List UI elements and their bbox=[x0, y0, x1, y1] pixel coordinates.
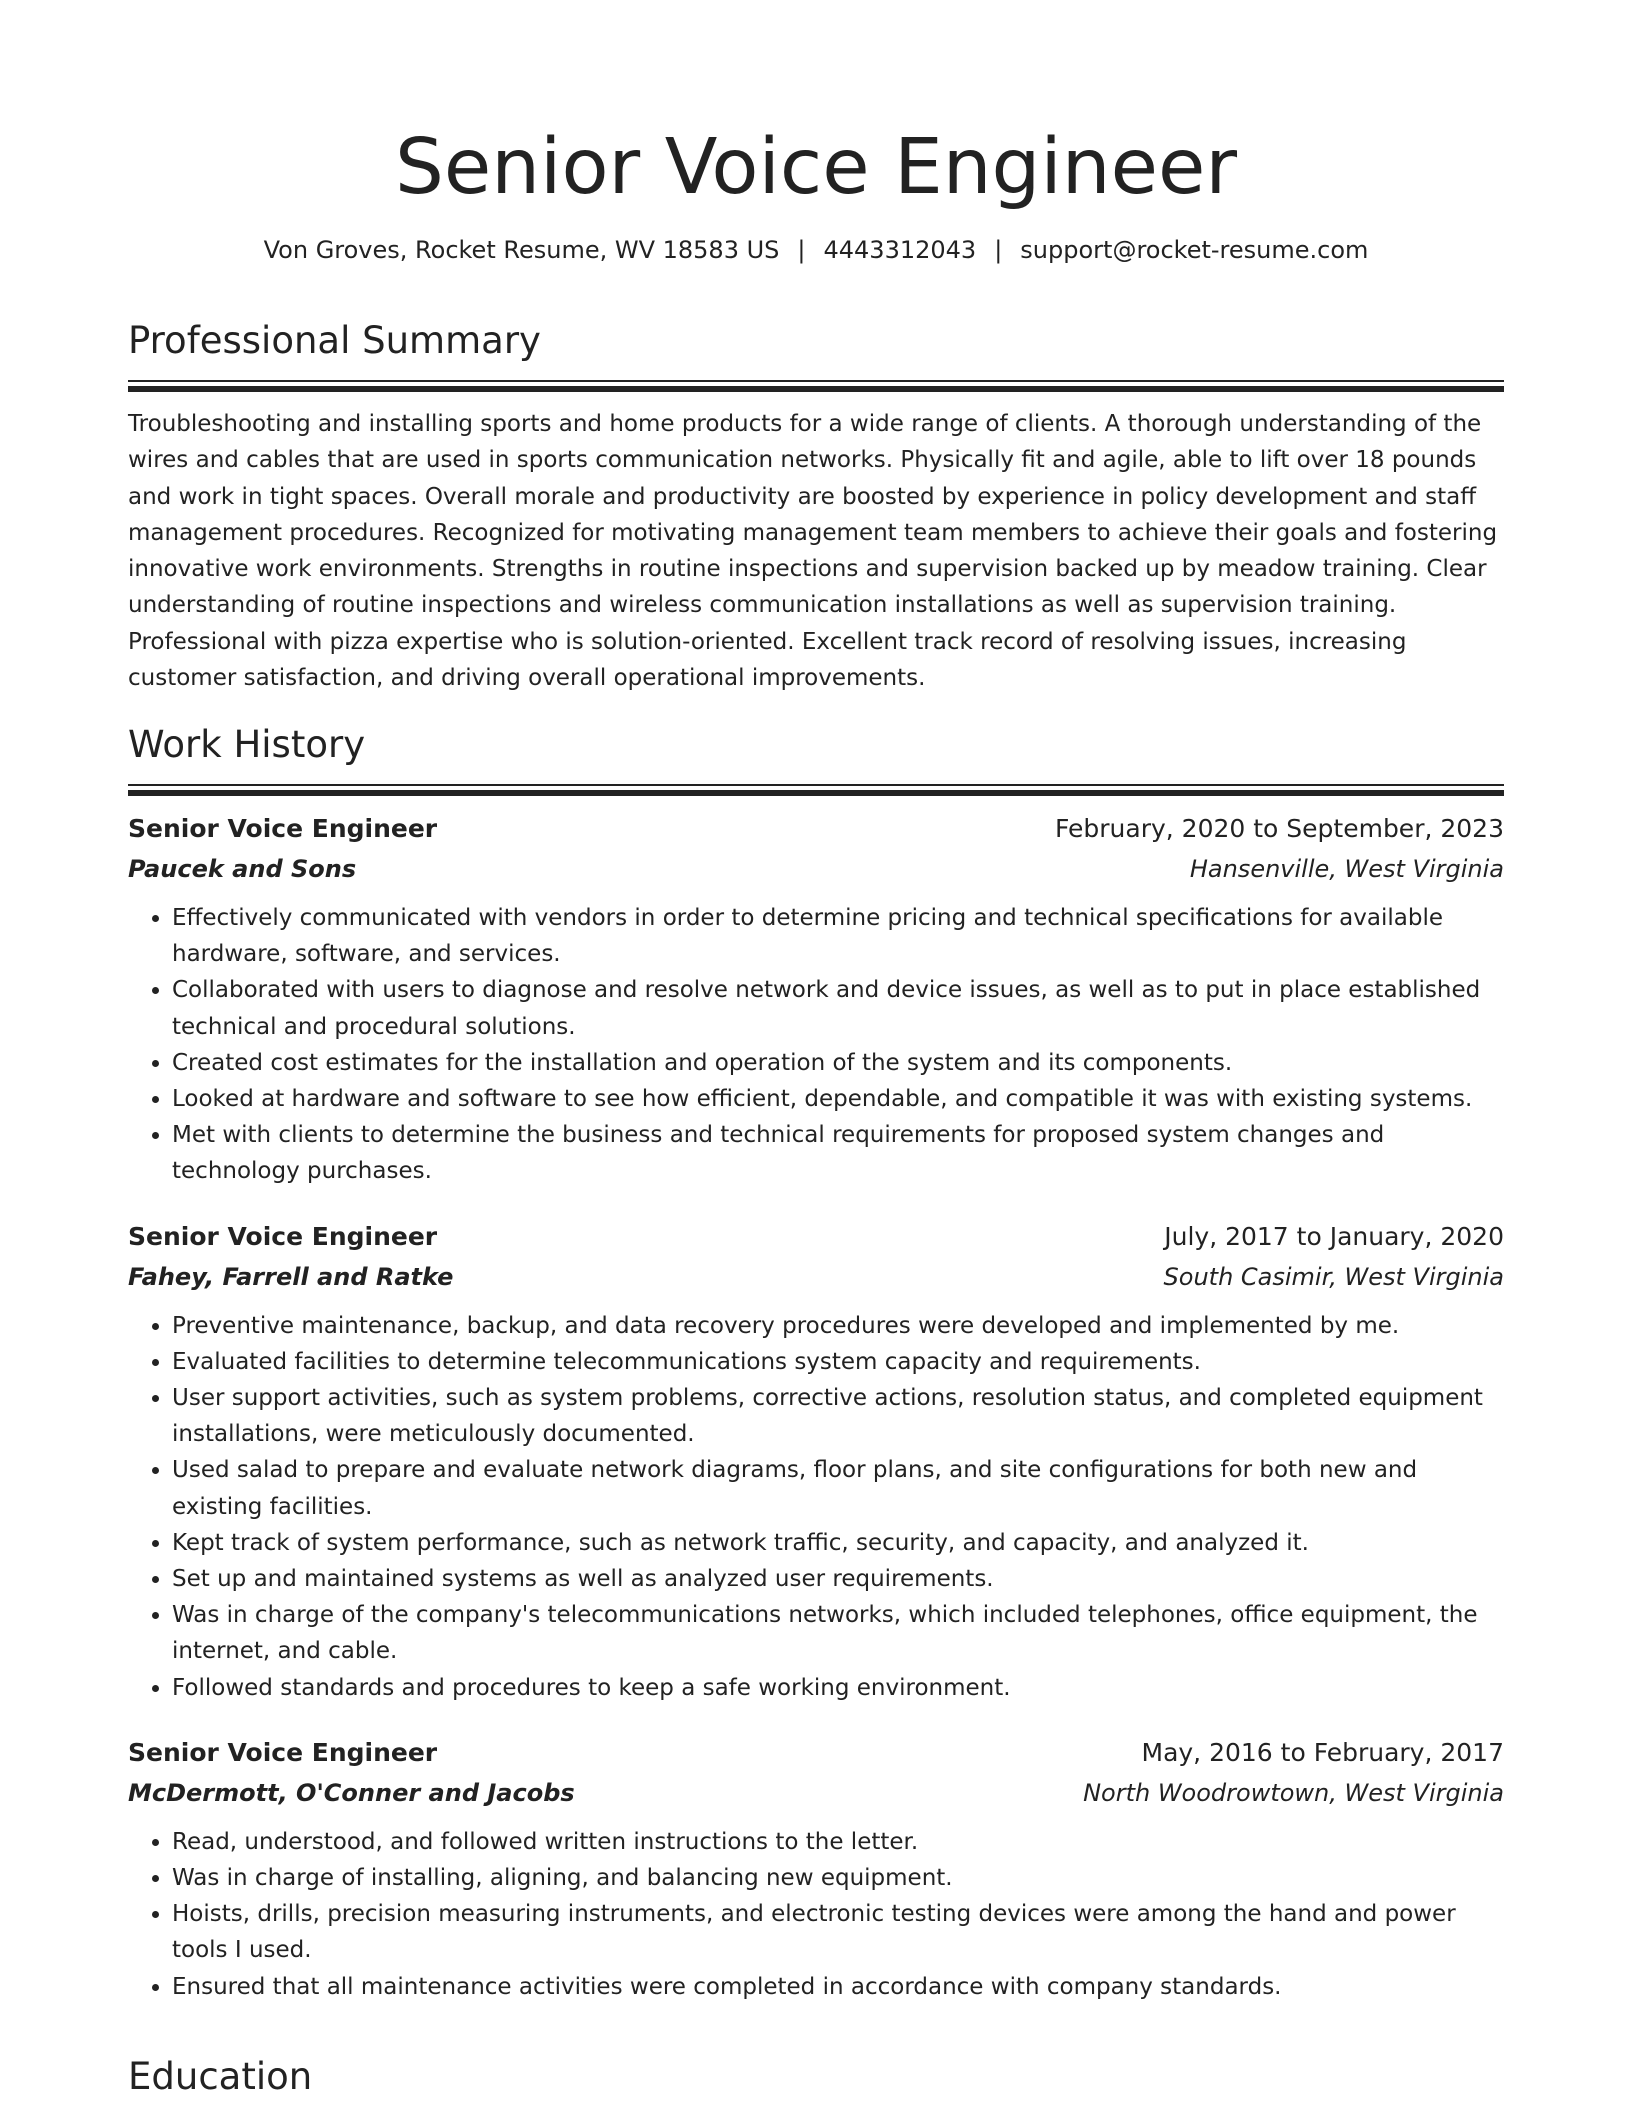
job-title: Senior Voice Engineer bbox=[128, 1737, 438, 1767]
duty-item: • Looked at hardware and software to see how efficient, dependable, and compatible it was with existing systems. bbox=[172, 1081, 1504, 1117]
duty-item: • Was in charge of the company's telecommunications networks, which included telephones, office equipment, the internet, and cable. bbox=[172, 1597, 1504, 1669]
section-heading-work-history: Work History bbox=[128, 723, 366, 766]
job-title: Senior Voice Engineer bbox=[128, 814, 438, 843]
contact-email: support@rocket-resume.com bbox=[1020, 236, 1369, 264]
contact-separator: | bbox=[994, 236, 1003, 264]
job-company: Paucek and Sons bbox=[128, 855, 357, 883]
summary-section bbox=[128, 318, 1504, 696]
duty-item: • Collaborated with users to diagnose and resolve network and device issues, as well as to put in place established technical and procedural solutions. bbox=[172, 972, 1504, 1044]
job-entry bbox=[128, 812, 1504, 1190]
duty-list bbox=[128, 1824, 1504, 2005]
duty-item: • Hoists, drills, precision measuring instruments, and electronic testing devices were among the hand and power tools I used. bbox=[172, 1896, 1504, 1968]
job-dates: May, 2016 to February, 2017 bbox=[1141, 1737, 1504, 1767]
duty-item: • Set up and maintained systems as well as analyzed user requirements. bbox=[172, 1561, 1504, 1597]
contact-address: Von Groves, Rocket Resume, WV 18583 US bbox=[263, 236, 780, 264]
section-heading-education: Education bbox=[128, 2055, 313, 2098]
job-company: Fahey, Farrell and Ratke bbox=[128, 1262, 454, 1291]
contact-phone: 4443312043 bbox=[823, 236, 977, 264]
section-divider bbox=[128, 380, 1504, 392]
job-company: McDermott, O'Conner and Jacobs bbox=[128, 1778, 575, 1807]
job-entry bbox=[128, 1736, 1504, 2005]
section-divider bbox=[128, 784, 1504, 796]
contact-line bbox=[128, 234, 1504, 266]
section-heading-summary: Professional Summary bbox=[128, 319, 541, 362]
duty-item: • Kept track of system performance, such as network traffic, security, and capacity, and analyzed it. bbox=[172, 1525, 1504, 1561]
duty-item: • Was in charge of installing, aligning, and balancing new equipment. bbox=[172, 1860, 1504, 1896]
contact-separator: | bbox=[797, 236, 806, 264]
job-location: North Woodrowtown, West Virginia bbox=[1083, 1778, 1504, 1807]
duty-item: • Used salad to prepare and evaluate network diagrams, floor plans, and site configurations for both new and existing facilities. bbox=[172, 1452, 1504, 1524]
job-location: Hansenville, West Virginia bbox=[1189, 855, 1504, 883]
duty-list bbox=[128, 900, 1504, 1190]
job-entry bbox=[128, 1220, 1504, 1706]
duty-item: • Ensured that all maintenance activities were completed in accordance with company standards. bbox=[172, 1969, 1504, 2005]
duty-item: • Followed standards and procedures to keep a safe working environment. bbox=[172, 1670, 1504, 1706]
resume-title: Senior Voice Engineer bbox=[395, 123, 1237, 212]
job-location: South Casimir, West Virginia bbox=[1163, 1262, 1504, 1291]
job-dates: February, 2020 to September, 2023 bbox=[1055, 814, 1504, 843]
work-history-section bbox=[128, 722, 1504, 2005]
duty-item: • Met with clients to determine the business and technical requirements for proposed system changes and technology purchases. bbox=[172, 1117, 1504, 1189]
duty-item: • Read, understood, and followed written instructions to the letter. bbox=[172, 1824, 1504, 1860]
duty-item: • Preventive maintenance, backup, and data recovery procedures were developed and implemented by me. bbox=[172, 1308, 1504, 1344]
duty-item: • Effectively communicated with vendors in order to determine pricing and technical specifications for available hardware, software, and services. bbox=[172, 900, 1504, 972]
resume-page bbox=[128, 0, 1504, 2098]
job-title: Senior Voice Engineer bbox=[128, 1221, 438, 1251]
duty-list bbox=[128, 1308, 1504, 1706]
duty-item: • User support activities, such as system problems, corrective actions, resolution status, and completed equipment installations, were meticulously documented. bbox=[172, 1380, 1504, 1452]
duty-item: • Created cost estimates for the installation and operation of the system and its components. bbox=[172, 1045, 1504, 1081]
education-section bbox=[128, 2054, 1504, 2100]
duty-item: • Evaluated facilities to determine telecommunications system capacity and requirements. bbox=[172, 1344, 1504, 1380]
job-dates: July, 2017 to January, 2020 bbox=[1164, 1221, 1504, 1251]
summary-text: Troubleshooting and installing sports and home products for a wide range of clients. A thorough understanding of the wires and cables that are used in sports communication networks. Physically fit and agile, able to lift over 18 pounds and work in tight spaces. Overall morale and productivity are boosted by experience in policy development and staff management procedures. Recognized for motivating management team members to achieve their goals and fostering innovative work environments. Strengths in routine inspections and supervision backed up by meadow training. Clear understanding of routine inspections and wireless communication installations as well as supervision training. Professional with pizza expertise who is solution-oriented. Excellent track record of resolving issues, increasing customer satisfaction, and driving overall operational improvements. bbox=[128, 411, 1498, 692]
